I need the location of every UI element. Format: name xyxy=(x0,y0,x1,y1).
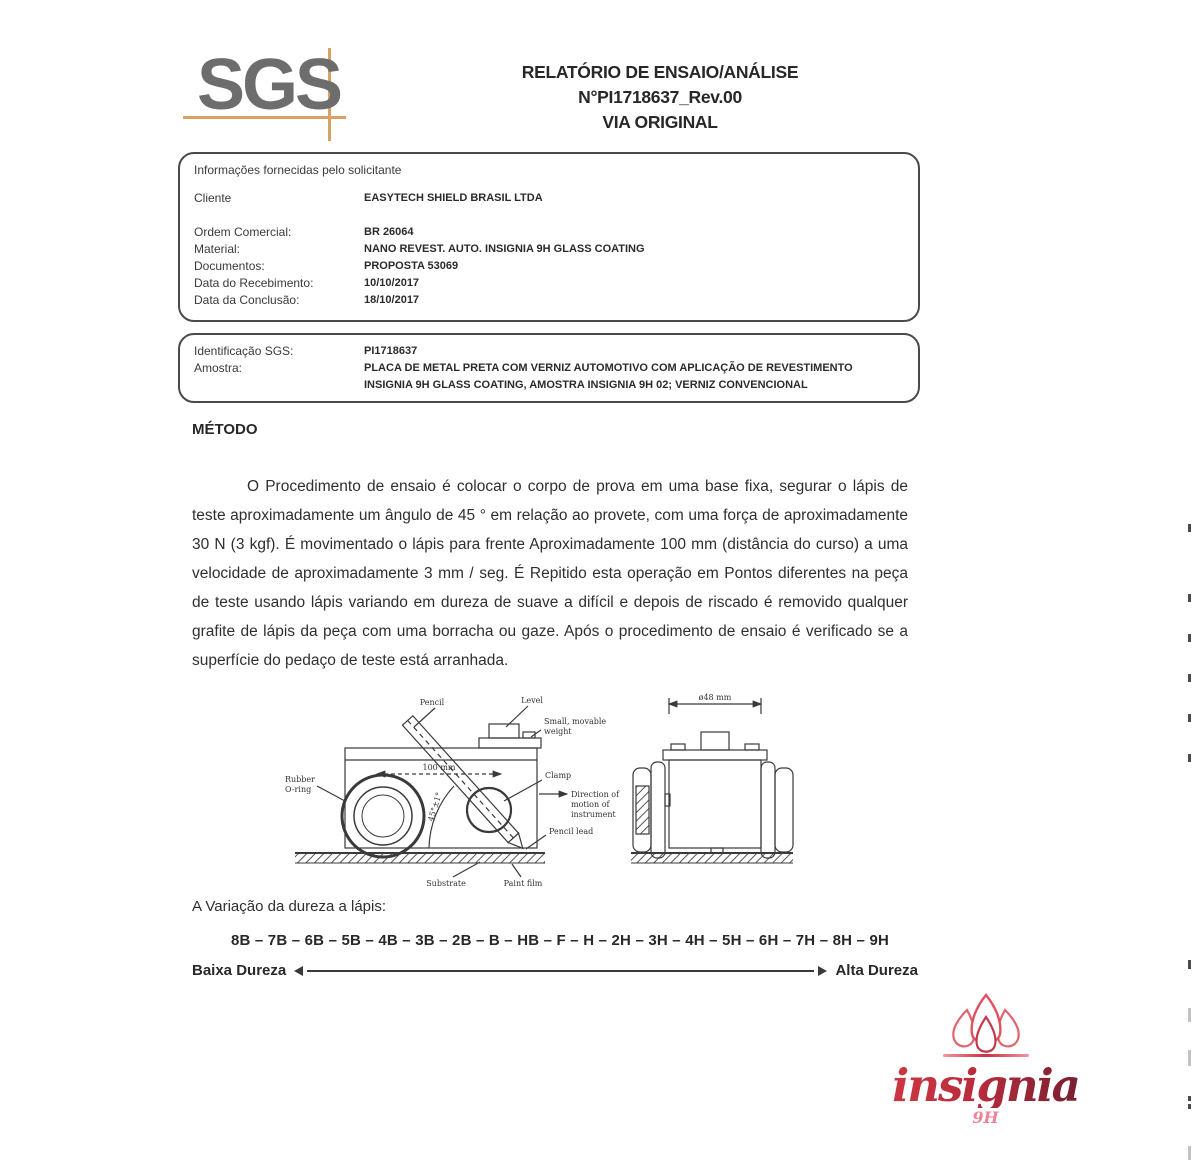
label-pencil-lead: Pencil lead xyxy=(549,827,594,836)
field-value: EASYTECH SHIELD BRASIL LTDA xyxy=(364,192,543,204)
report-title: RELATÓRIO DE ENSAIO/ANÁLISE xyxy=(521,62,799,82)
label-paint-film: Paint film xyxy=(503,879,543,888)
report-header xyxy=(400,60,920,135)
high-hardness-label: Alta Dureza xyxy=(835,962,918,979)
scan-artifact xyxy=(1188,524,1191,532)
brand-sub-label: 9H xyxy=(972,1108,999,1127)
report-via: VIA ORIGINAL xyxy=(602,112,718,132)
label-substrate: Substrate xyxy=(426,879,466,888)
label-direction-line3: instrument xyxy=(571,810,616,819)
field-label: Amostra: xyxy=(194,361,243,375)
tester-side-view xyxy=(295,706,567,877)
scan-artifact xyxy=(1188,1146,1191,1160)
method-paragraph: O Procedimento de ensaio é colocar o corpo de prova em uma base fixa, segurar o lápis de teste aproximadamente um ângulo de 45 ° em relação ao provete, com uma força de aproximadamente 30 N (3 kgf). É movimentado o lápis para frente Aproximadamente 100 mm (distância do curso) a uma velocidade de aproximadamente 3 mm / seg. É Repitido esta operação em Pontos diferentes na peça de teste usando lápis variando em dureza de suave a difícil e depois de riscado é removido qualquer grafite de lápis da peça com uma borracha ou gaze. Após o procedimento de ensaio é verificado se a superfície do pedaço de teste está arranhada. xyxy=(192,478,908,669)
info-row-ordem xyxy=(194,224,904,241)
low-hardness-label: Baixa Dureza xyxy=(192,962,287,979)
info-row-documentos xyxy=(194,258,904,275)
hardness-intro: A Variação da dureza a lápis: xyxy=(192,898,387,915)
field-label: Cliente xyxy=(194,191,232,205)
insignia-logo xyxy=(878,993,1093,1127)
info-row-material xyxy=(194,241,904,258)
field-value: 10/10/2017 xyxy=(364,277,420,289)
label-direction-line2: motion of xyxy=(571,800,610,809)
label-100mm: 100 mm xyxy=(422,763,456,772)
sgs-logo: SGS xyxy=(197,45,341,125)
scan-artifact xyxy=(1188,1050,1191,1066)
id-row-identificacao xyxy=(194,343,904,360)
id-row-amostra xyxy=(194,360,904,394)
flame-icon xyxy=(931,993,1041,1063)
method-heading: MÉTODO xyxy=(192,421,258,438)
label-clamp: Clamp xyxy=(545,771,572,780)
field-label: Data do Recebimento: xyxy=(194,276,314,290)
label-angle: 45°±1° xyxy=(426,791,444,823)
scan-artifact xyxy=(1188,1104,1191,1109)
field-label: Material: xyxy=(194,242,241,256)
scan-artifact xyxy=(1188,1008,1191,1022)
field-value: 18/10/2017 xyxy=(364,294,420,306)
hardness-arrow-line xyxy=(307,970,814,972)
label-small-weight-line1: Small, movable xyxy=(544,717,607,726)
tester-front-view xyxy=(631,698,793,863)
label-rubber-line1: Rubber xyxy=(285,775,315,784)
field-value: BR 26064 xyxy=(364,226,414,238)
scan-artifact xyxy=(1188,594,1191,602)
hardness-scale: 8B – 7B – 6B – 5B – 4B – 3B – 2B – B – HB – F – H – 2H – 3H – 4H – 5H – 6H – 7H – 8H – 9H xyxy=(230,932,890,949)
field-label: Ordem Comercial: xyxy=(194,225,292,239)
requester-info-box xyxy=(178,152,920,322)
label-level: Level xyxy=(521,696,543,705)
info-row-cliente xyxy=(194,190,904,207)
label-small-weight-line2: weight xyxy=(544,727,572,736)
arrow-left-head xyxy=(294,966,303,976)
field-value: PI1718637 xyxy=(364,345,418,357)
scan-artifact xyxy=(1188,754,1191,762)
report-number: N°PI1718637_Rev.00 xyxy=(578,87,742,107)
scan-artifact xyxy=(1188,674,1191,682)
label-pencil: Pencil xyxy=(419,698,445,707)
hardness-arrow-row xyxy=(192,962,918,979)
scan-artifact xyxy=(1188,1096,1191,1101)
info-row-conclusao xyxy=(194,292,904,309)
field-value: PROPOSTA 53069 xyxy=(364,260,459,272)
sgs-id-box xyxy=(178,333,920,403)
arrow-right-head xyxy=(818,966,827,976)
field-label: Identificação SGS: xyxy=(194,344,294,358)
pencil-hardness-tester-diagram xyxy=(283,690,795,894)
info-box-title: Informações fornecidas pelo solicitante xyxy=(194,163,402,177)
label-direction-line1: Direction of xyxy=(571,790,620,799)
field-label: Documentos: xyxy=(194,259,265,273)
field-label: Data da Conclusão: xyxy=(194,293,300,307)
scan-artifact xyxy=(1188,634,1191,642)
brand-wordmark: insignia xyxy=(878,1064,1093,1108)
label-48mm: ø48 mm xyxy=(698,693,732,702)
info-row-recebimento xyxy=(194,275,904,292)
scan-artifact xyxy=(1188,714,1191,722)
field-value: PLACA DE METAL PRETA COM VERNIZ AUTOMOTIVO COM APLICAÇÃO DE REVESTIMENTO INSIGNIA 9H GLASS COATING, AMOSTRA INSIGNIA 9H 02; VERNIZ CONVENCIONAL xyxy=(364,362,853,391)
scan-artifact xyxy=(1188,960,1191,969)
field-value: NANO REVEST. AUTO. INSIGNIA 9H GLASS COATING xyxy=(364,243,645,255)
label-rubber-line2: O-ring xyxy=(285,785,312,794)
